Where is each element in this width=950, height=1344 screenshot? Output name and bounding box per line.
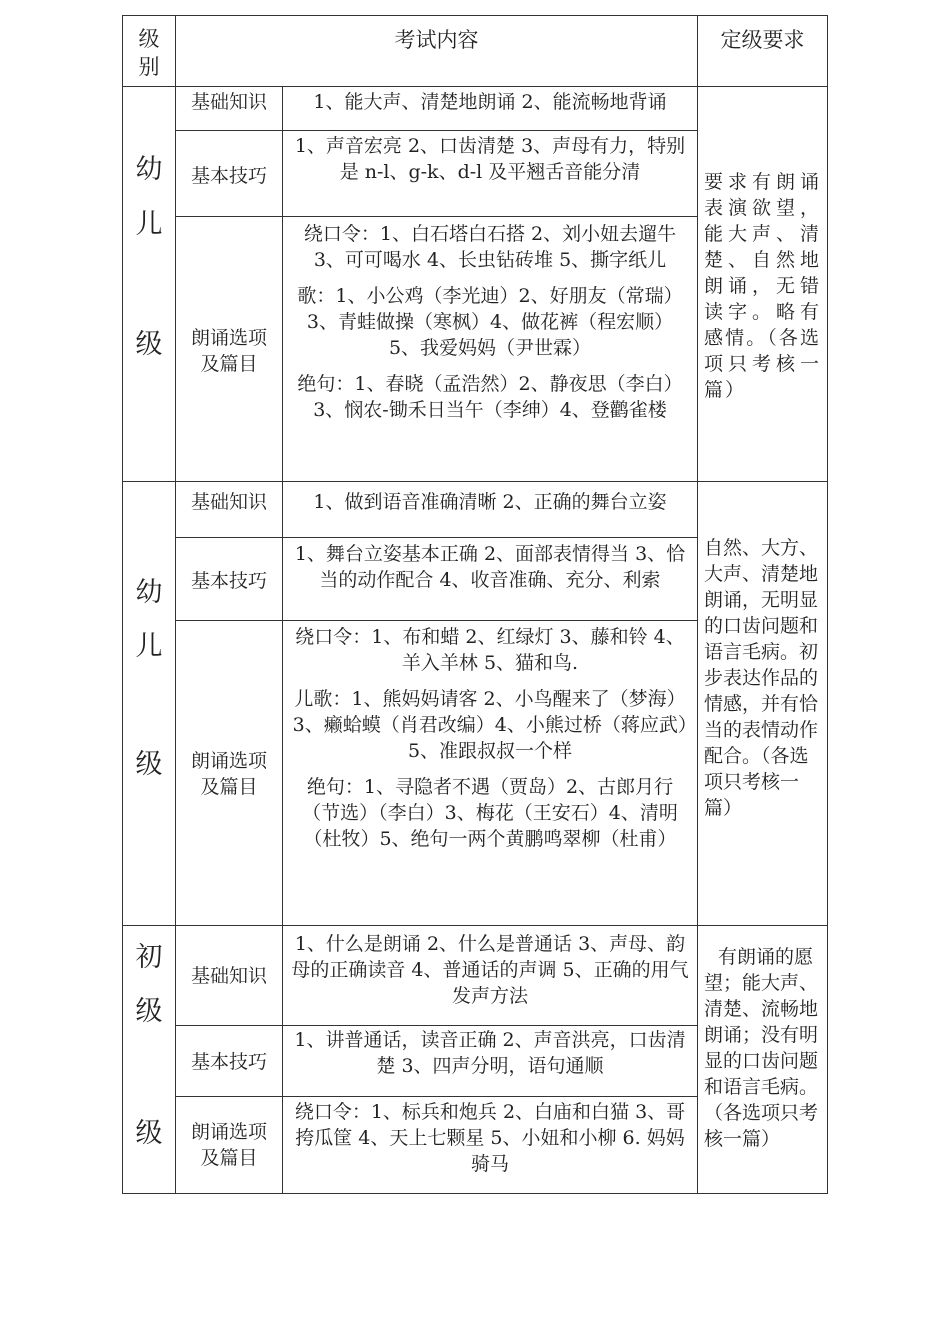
rule: [175, 130, 697, 131]
content-text: 1、什么是朗诵 2、什么是普通话 3、声母、韵母的正确读音 4、普通话的声调 5、正确的用气发声方法: [291, 933, 689, 1007]
rule: [122, 481, 828, 482]
level-char: 级: [135, 330, 163, 360]
category-label: 朗诵选项 及篇目: [190, 750, 267, 798]
level-char: 儿: [135, 632, 163, 662]
rule: [122, 86, 828, 87]
content-text: 1、讲普通话，读音正确 2、声音洪亮，口齿清楚 3、四声分明，语句通顺: [294, 1029, 686, 1077]
rule: [175, 537, 697, 538]
content-text: 歌：1、小公鸡（李光迪）2、好朋友（常瑞）3、青蛙做操（寒枫）4、做花裤（程宏顺）: [297, 285, 683, 333]
category-label: 基本技巧: [190, 570, 267, 592]
category-label: 朗诵选项 及篇目: [190, 1121, 267, 1169]
requirement-text: 要求有朗诵表演欲望，能大声、清楚、自然地朗诵，无错读字。略有感情。（各选项只考核一篇）: [704, 171, 821, 401]
category-label: 基本技巧: [190, 1051, 267, 1073]
content-text: 儿歌：1、熊妈妈请客 2、小鸟醒来了（梦海）3、癞蛤蟆（肖君改编）4、小熊过桥（蒋应武）5、准跟叔叔一个样: [292, 688, 688, 762]
level-char: 幼: [135, 155, 163, 185]
content-text: 绕口令：1、白石塔白石搭 2、刘小妞去遛牛 3、可可喝水 4、长虫钻砖堆 5、撕字纸儿: [303, 223, 677, 271]
category-label: 朗诵选项 及篇目: [190, 327, 267, 375]
level-char: 级: [135, 1119, 163, 1149]
category-label: 基础知识: [190, 91, 267, 113]
content-text: 5、我爱妈妈（尹世霖）: [388, 337, 592, 359]
exam-level-table: [122, 15, 828, 1194]
content-text: 1、声音宏亮 2、口齿清楚 3、声母有力，特别是 n-l、g-k、d-l 及平翘舌音能分清: [294, 135, 686, 183]
level-char: 级: [135, 750, 163, 780]
recitation-options: [288, 624, 692, 922]
requirement-text: 自然、大方、大声、清楚地朗诵，无明显的口齿问题和语言毛病。初步表达作品的情感，并有恰当的表情动作配合。（各选项只考核一篇）: [704, 537, 819, 819]
rule: [122, 15, 828, 16]
category-label: 基础知识: [190, 965, 267, 987]
content-text: 绕口令：1、布和蜡 2、红绿灯 3、藤和铃 4、羊入羊林 5、猫和鸟.: [295, 626, 685, 674]
content-text: 1、做到语音准确清晰 2、正确的舞台立姿: [313, 491, 667, 513]
content-text: 绕口令：1、标兵和炮兵 2、白庙和白猫 3、哥挎瓜筐 4、天上七颗星 5、小妞和小柳 6. 妈妈骑马: [294, 1101, 686, 1175]
header-level: 级 别: [138, 27, 160, 79]
recitation-options: [288, 221, 692, 479]
content-text: 1、舞台立姿基本正确 2、面部表情得当 3、恰当的动作配合 4、收音准确、充分、利索: [294, 543, 686, 591]
category-label: 基础知识: [190, 491, 267, 513]
level-char: 幼: [135, 578, 163, 608]
rule: [175, 620, 697, 621]
rule: [175, 1096, 697, 1097]
level-char: 初: [135, 943, 163, 973]
content-text: 绝句：1、寻隐者不遇（贾岛）2、古郎月行（节选）（李白）3、梅花（王安石）4、清明（杜牧）5、绝句一两个黄鹏鸣翠柳（杜甫）: [302, 776, 678, 850]
rule: [122, 925, 828, 926]
content-text: 1、能大声、清楚地朗诵 2、能流畅地背诵: [313, 91, 667, 113]
rule: [175, 15, 176, 1194]
level-char: 级: [135, 997, 163, 1027]
rule: [175, 216, 697, 217]
rule: [122, 1193, 828, 1194]
header-requirement: 定级要求: [720, 28, 805, 52]
rule: [175, 1025, 697, 1026]
header-content: 考试内容: [394, 28, 479, 52]
rule: [282, 86, 283, 1194]
category-label: 基本技巧: [190, 165, 267, 187]
level-char: 儿: [135, 210, 163, 240]
requirement-text: 有朗诵的愿望；能大声、清楚、流畅地朗诵；没有明显的口齿问题和语言毛病。（各选项只考核一篇）: [704, 946, 819, 1150]
content-text: 绝句：1、春晓（孟浩然）2、静夜思（李白）3、悯农-锄禾日当午（李绅）4、登鹳雀楼: [297, 373, 683, 421]
rule: [827, 15, 828, 1194]
